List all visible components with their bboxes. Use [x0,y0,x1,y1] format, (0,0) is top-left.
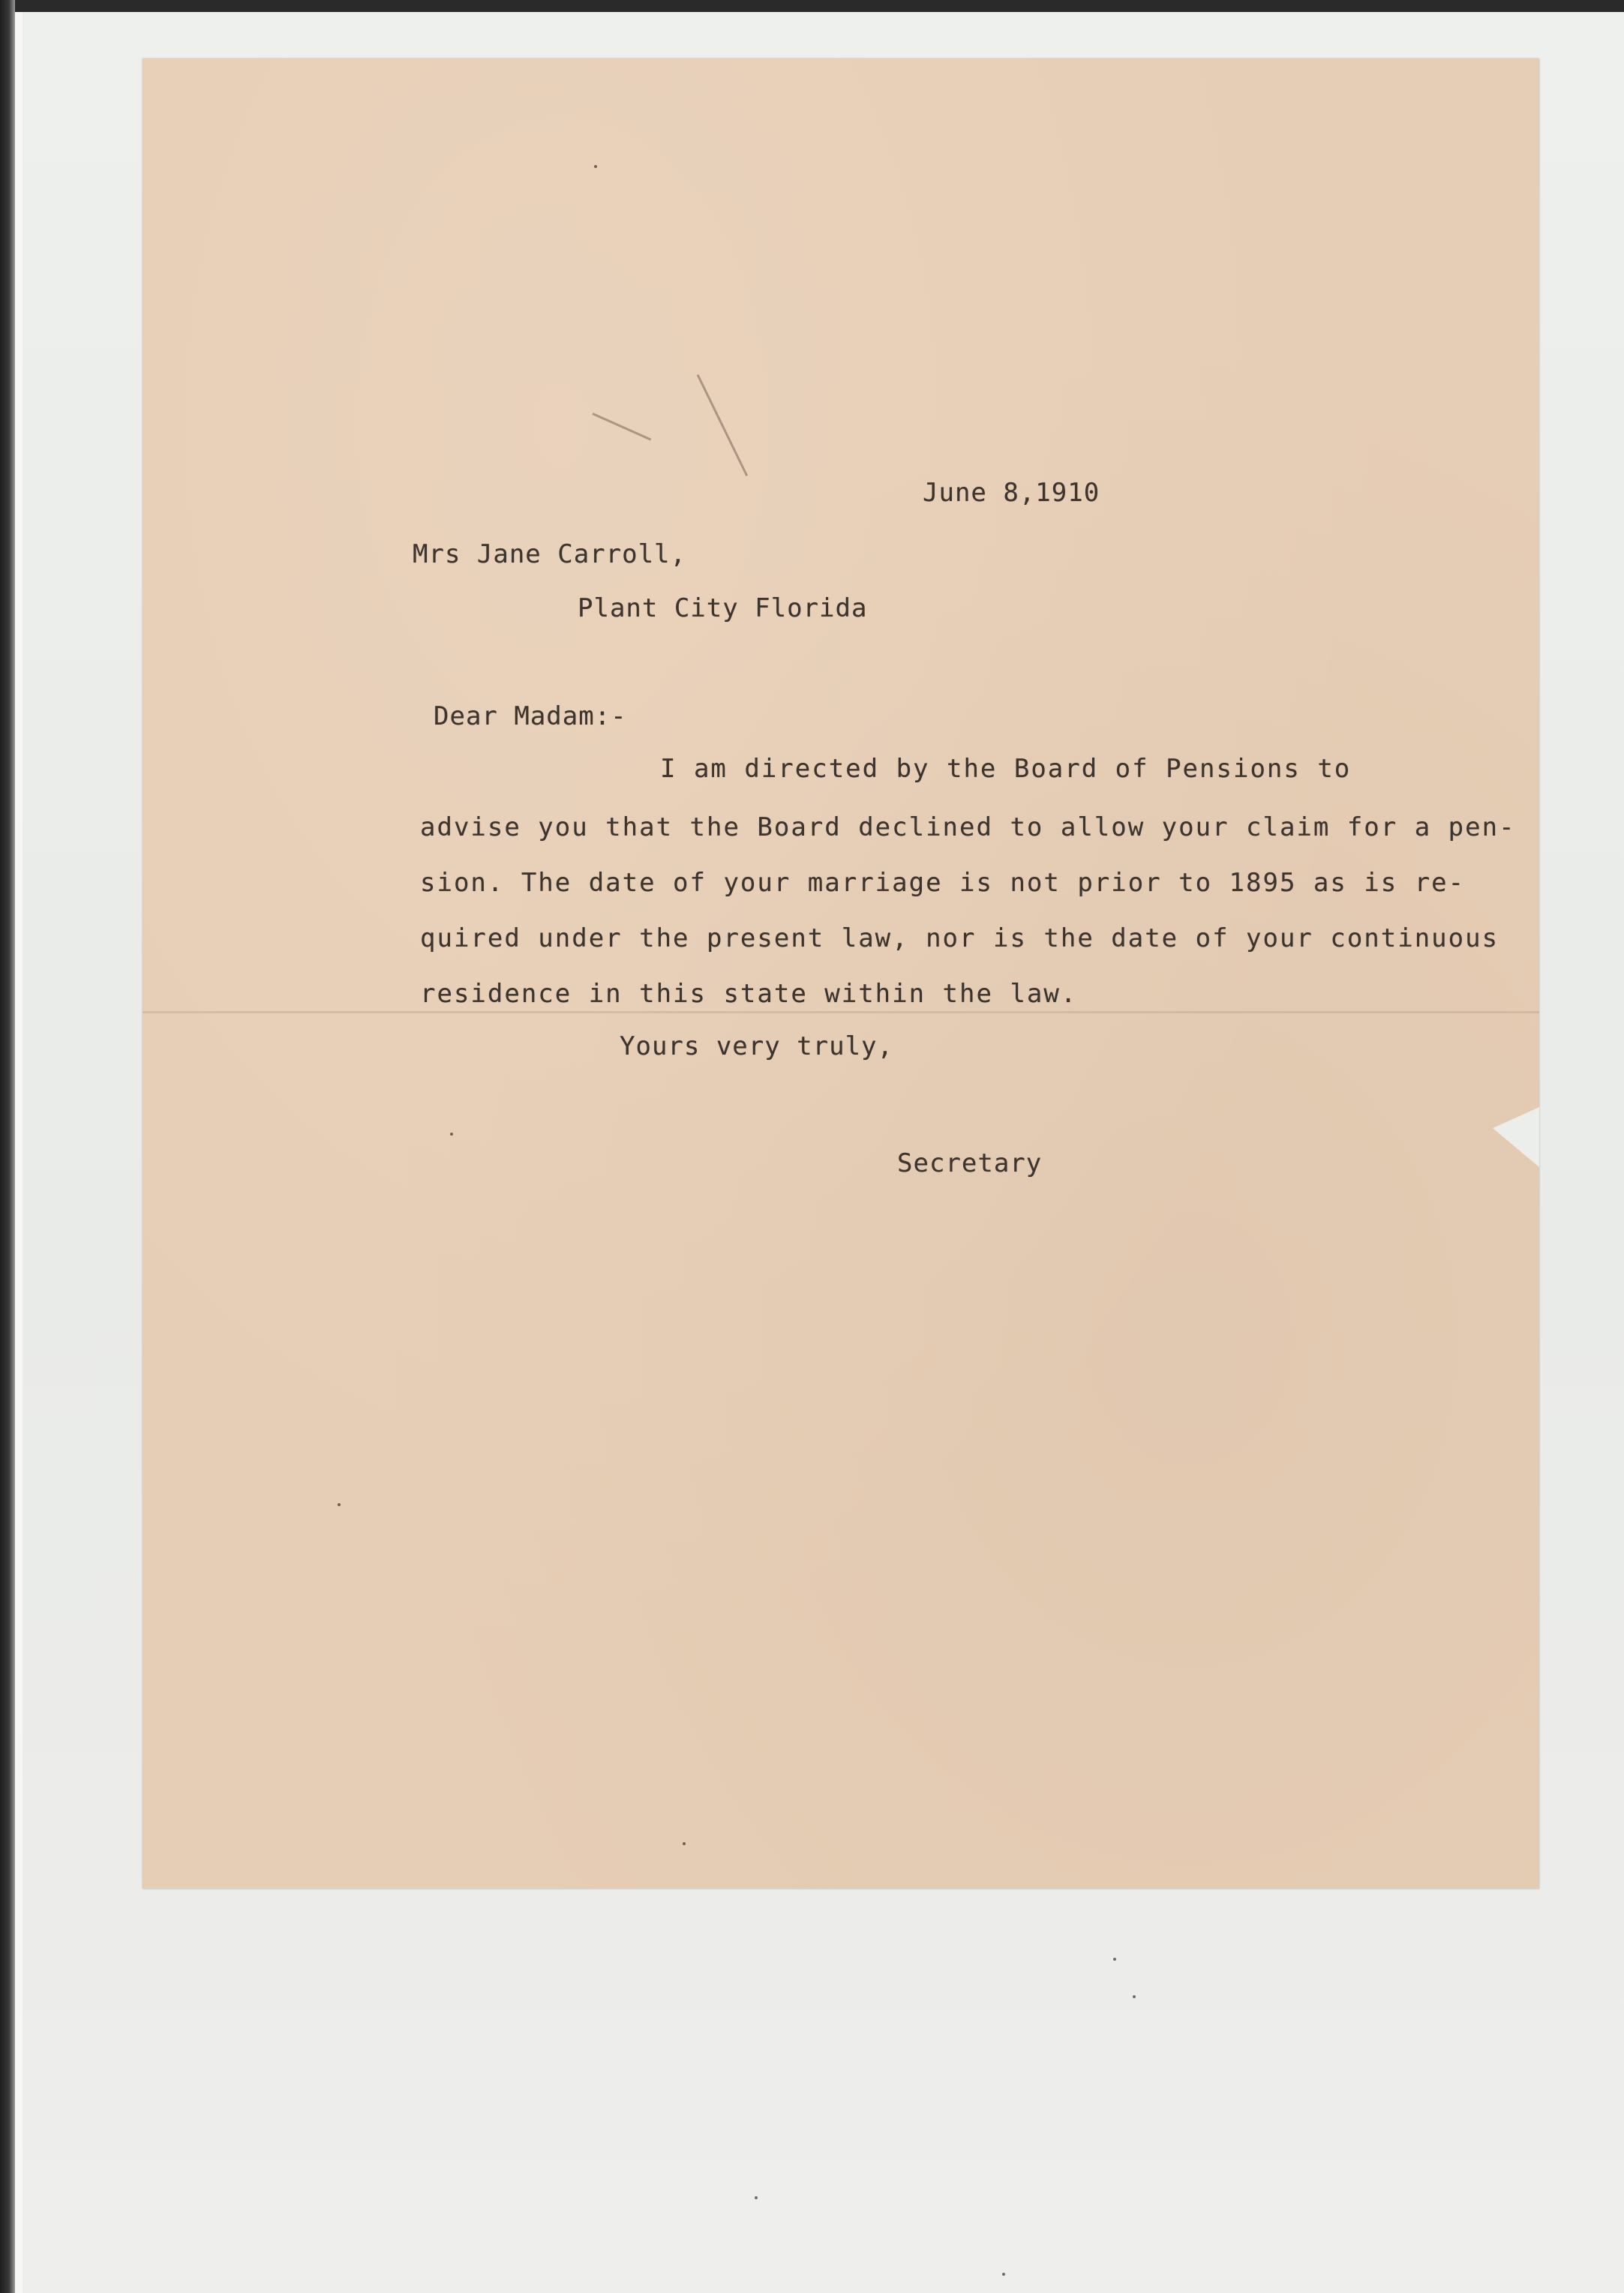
pencil-mark [697,374,748,476]
paper-speck [683,1842,686,1845]
scan-speck [755,2196,758,2199]
paper-speck [338,1503,341,1506]
body-line: advise you that the Board declined to allow your claim for a pen- [420,812,1516,842]
scan-speck [1113,1958,1116,1961]
body-line: I am directed by the Board of Pensions to [660,754,1352,784]
scan-left-edge [0,0,15,2293]
scan-speck [1133,1995,1136,1998]
closing: Yours very truly, [620,1031,893,1061]
paper-speck [594,165,597,168]
body-line: quired under the present law, nor is the date of your continuous [420,923,1499,953]
pencil-mark [592,413,651,440]
scan-top-edge [0,0,1624,12]
letter-paper [143,59,1539,1889]
paper-fold-line [143,1011,1539,1013]
scan-left-margin [15,12,23,2293]
letter-date: June 8,1910 [923,478,1100,508]
paper-speck [450,1133,453,1136]
recipient-address: Plant City Florida [578,593,868,623]
salutation: Dear Madam:- [434,701,627,731]
paper-tear [1493,1107,1539,1167]
recipient-name: Mrs Jane Carroll, [413,539,686,569]
body-line: sion. The date of your marriage is not prior to 1895 as is re- [420,868,1466,898]
body-line: residence in this state within the law. [420,979,1078,1009]
signature-title: Secretary [897,1148,1043,1178]
scan-speck [1002,2273,1005,2276]
